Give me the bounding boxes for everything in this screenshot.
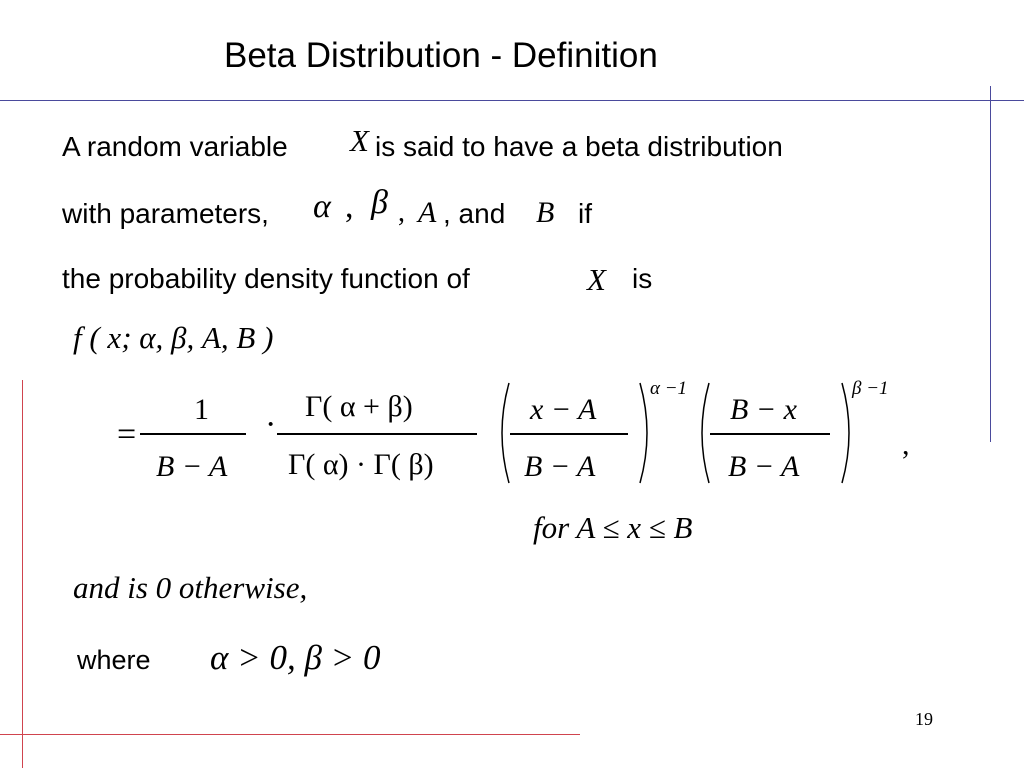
frac1-numerator: 1 <box>194 393 209 426</box>
line1-text-post: is said to have a beta distribution <box>375 131 783 162</box>
frac3-numerator: x − A <box>530 393 597 426</box>
formula-range: for A ≤ x ≤ B <box>533 510 693 545</box>
line3-text-post: is <box>632 263 653 294</box>
frac4-numerator: B − x <box>730 393 797 426</box>
param-comma: , <box>345 188 354 225</box>
frac4-bar <box>710 433 830 435</box>
frac2-bar <box>277 433 477 435</box>
formula-equals: = <box>117 416 137 453</box>
frac1-denominator: B − A <box>156 450 228 483</box>
left-vertical-rule <box>22 380 23 768</box>
frac2-numerator: Γ( α + β) <box>305 390 413 423</box>
frac3-denominator: B − A <box>524 450 596 483</box>
page-number: 19 <box>915 709 933 729</box>
param-beta: β <box>371 184 388 221</box>
frac4-denominator: B − A <box>728 450 800 483</box>
param-and: , and <box>443 198 506 229</box>
param-comma-2: , <box>398 197 405 228</box>
line3-variable-x: X <box>587 262 606 297</box>
frac2-denominator: Γ( α) · Γ( β) <box>288 448 434 481</box>
formula-otherwise: and is 0 otherwise, <box>73 570 308 605</box>
right-vertical-rule <box>990 86 991 442</box>
param-alpha: α <box>313 188 331 225</box>
line3-text-pre: the probability density function of <box>62 263 470 294</box>
slide-title: Beta Distribution - Definition <box>224 36 658 75</box>
exponent-2: β −1 <box>852 378 889 399</box>
formula-lhs: f ( x; α, β, A, B ) <box>73 320 274 355</box>
frac1-bar <box>140 433 246 435</box>
formula-trailing-comma: , <box>902 428 910 461</box>
line2-text-pre: with parameters, <box>62 198 269 229</box>
param-B: B <box>536 196 555 229</box>
parameter-condition: α > 0, β > 0 <box>210 638 381 677</box>
where-label: where <box>77 645 151 675</box>
line1-text-pre: A random variable <box>62 131 288 162</box>
footer-rule <box>0 734 580 735</box>
line1-variable-x: X <box>350 123 369 158</box>
exponent-1: α −1 <box>650 378 688 399</box>
formula-dot: · <box>265 406 277 443</box>
frac3-bar <box>510 433 628 435</box>
title-rule <box>0 100 1024 101</box>
param-A: A <box>418 196 437 229</box>
param-if: if <box>578 198 592 229</box>
